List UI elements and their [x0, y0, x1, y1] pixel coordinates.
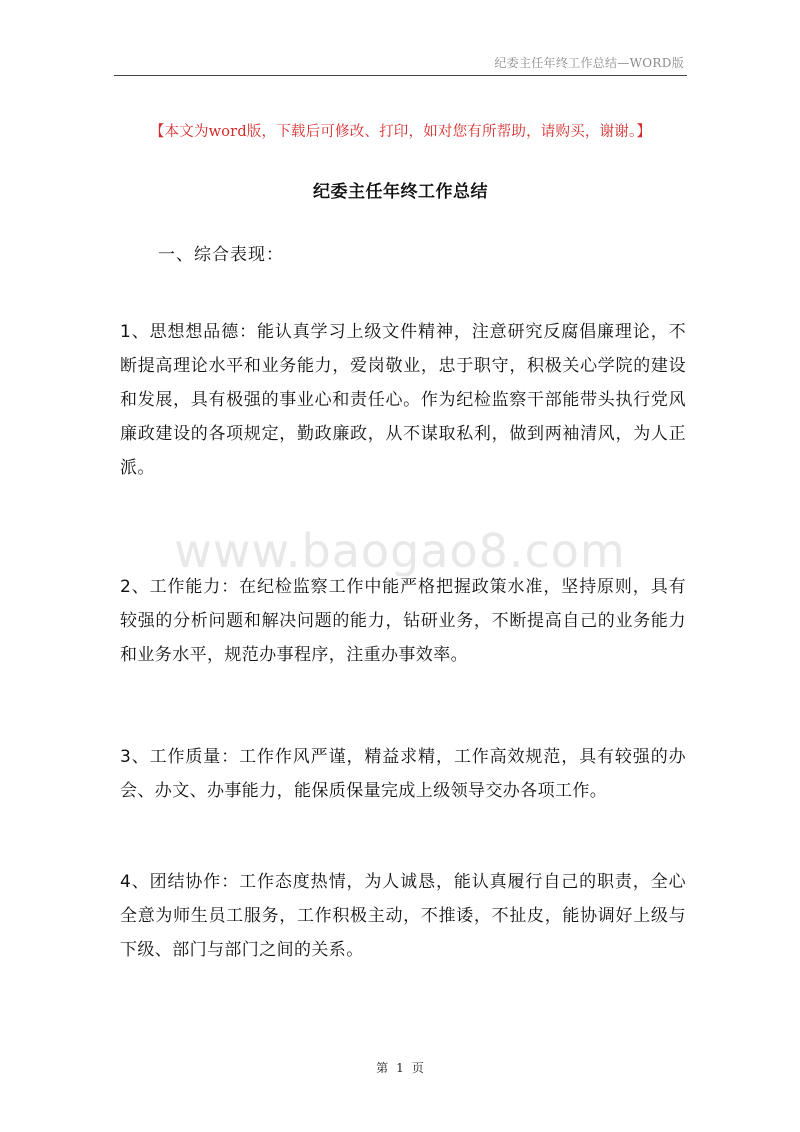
download-notice: 【本文为word版，下载后可修改、打印，如对您有所帮助，请购买，谢谢。】 — [149, 124, 652, 140]
paragraph-text: 、工作质量：工作作风严谨，精益求精，工作高效规范，具有较强的办会、办文、办事能力，能保质保量完成上级领导交办各项工作。 — [120, 747, 686, 801]
paragraph-number: 2 — [120, 577, 132, 597]
watermark-text: www.baogao8.com — [174, 524, 626, 578]
footer-prefix: 第 — [376, 1061, 389, 1075]
paragraph-number: 4 — [120, 872, 132, 892]
paragraph-text: 、团结协作：工作态度热情，为人诚恳，能认真履行自己的职责，全心全意为师生员工服务，工作积极主动，不推诿，不扯皮，能协调好上级与下级、部门与部门之间的关系。 — [120, 872, 686, 960]
paragraph-2 — [120, 570, 686, 672]
page-footer — [0, 1059, 800, 1076]
running-header: 纪委主任年终工作总结—WORD版 — [494, 56, 684, 70]
paragraph-number: 1 — [120, 322, 132, 342]
page-number: 1 — [396, 1061, 404, 1075]
paragraph-3 — [120, 740, 686, 808]
footer-suffix: 页 — [411, 1061, 424, 1075]
document-title: 纪委主任年终工作总结 — [313, 182, 488, 202]
paragraph-1 — [120, 315, 686, 485]
section-heading: 一、综合表现： — [158, 245, 284, 265]
paragraph-text: 、工作能力：在纪检监察工作中能严格把握政策水准，坚持原则，具有较强的分析问题和解决问题的能力，钻研业务，不断提高自己的业务能力和业务水平，规范办事程序，注重办事效率。 — [120, 577, 686, 665]
paragraph-number: 3 — [120, 747, 132, 767]
paragraph-4 — [120, 865, 686, 967]
header-divider — [114, 75, 687, 76]
paragraph-text: 、思想想品德：能认真学习上级文件精神，注意研究反腐倡廉理论，不断提高理论水平和业务能力，爱岗敬业，忠于职守，积极关心学院的建设和发展，具有极强的事业心和责任心。作为纪检监察干部能带头执行党风廉政建设的各项规定，勤政廉政，从不谋取私利，做到两袖清风，为人正派。 — [120, 322, 686, 478]
